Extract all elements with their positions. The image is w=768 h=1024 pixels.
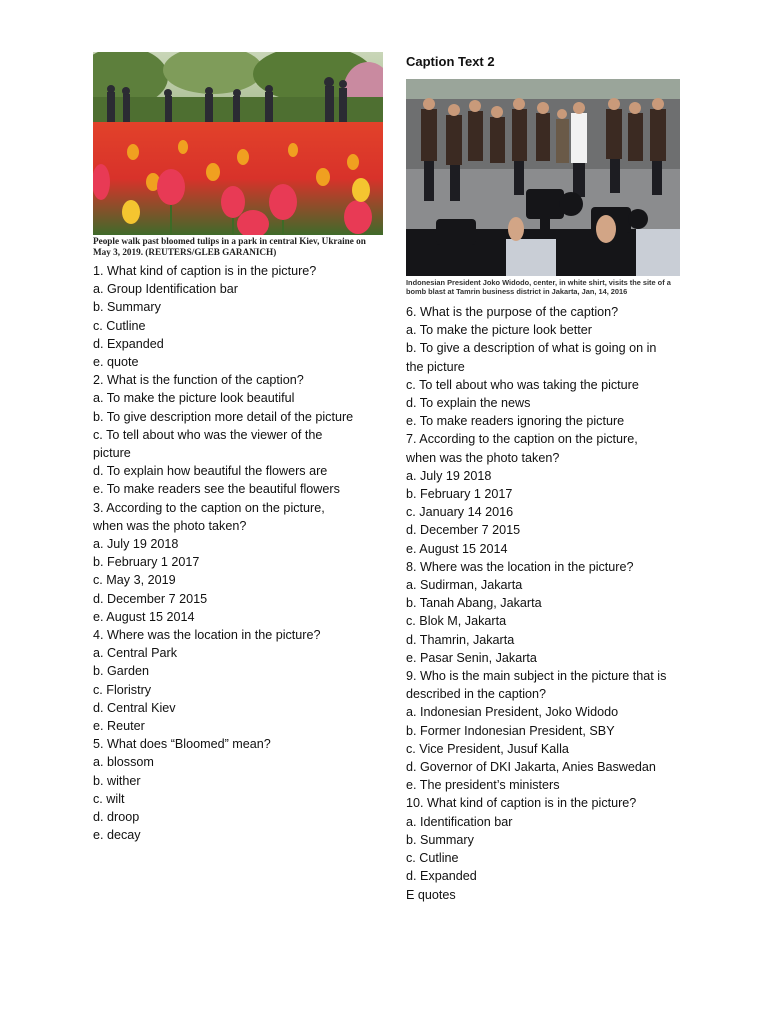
text-line: c. Blok M, Jakarta [406,614,507,629]
text-line: b. To give a description of what is going on in [406,341,657,356]
text-line: described in the caption? [406,687,547,702]
text-line: c. Vice President, Jusuf Kalla [406,741,569,756]
text-line: a. July 19 2018 [93,537,179,552]
text-line: 7. According to the caption on the picture, [406,432,638,447]
text-line: 9. Who is the main subject in the picture that is [406,669,667,684]
text-line: d. Expanded [93,336,164,351]
text-line: b. Former Indonesian President, SBY [406,723,615,738]
photo-caption-2: Indonesian President Joko Widodo, center, in white shirt, visits the site of a bomb blast at Tamrin business district in Jakarta, Jan, 14, 2016 [406,278,671,296]
text-line: e. August 15 2014 [406,541,508,556]
text-line: e. Pasar Senin, Jakarta [406,650,537,665]
text-line: a. Central Park [93,646,177,661]
text-line: when was the photo taken? [93,518,247,533]
text-line: e. To make readers see the beautiful flowers [93,482,340,497]
text-line: d. December 7 2015 [406,523,521,538]
text-line: 6. What is the purpose of the caption? [406,305,619,319]
text-line: c. Cutline [93,318,146,333]
text-line: b. February 1 2017 [406,487,513,502]
text-line: d. Expanded [406,869,477,884]
text-line: b. Garden [93,664,150,679]
text-line: b. Tanah Abang, Jakarta [406,596,542,611]
text-line: d. December 7 2015 [93,591,208,606]
text-line: e. To make readers ignoring the picture [406,414,625,429]
text-line: 3. According to the caption on the picture, [93,500,325,515]
president-visit-photo [406,79,680,276]
text-line: 10. What kind of caption is in the picture? [406,796,637,811]
text-line: E quotes [406,887,456,902]
text-line: a. Sudirman, Jakarta [406,578,523,593]
text-line: d. Central Kiev [93,700,176,715]
text-line: b. Summary [93,300,161,315]
text-line: a. July 19 2018 [406,468,492,483]
president-visit-illustration [406,79,680,276]
text-line: d. Thamrin, Jakarta [406,632,515,647]
text-line: d. To explain the news [406,396,531,411]
tulip-park-illustration [93,52,383,235]
text-line: a. Group Identification bar [93,282,238,297]
text-line: a. blossom [93,755,154,770]
text-line: the picture [406,359,465,374]
text-line: c. May 3, 2019 [93,573,176,588]
text-line: c. January 14 2016 [406,505,514,520]
text-line: c. Floristry [93,682,152,697]
text-line: a. To make the picture look better [406,323,592,338]
text-line: 4. Where was the location in the picture? [93,628,321,643]
tulip-park-photo [93,52,383,235]
text-line: b. Summary [406,832,474,847]
text-line: c. Cutline [406,851,459,866]
text-line: a. Identification bar [406,814,513,829]
text-line: a. Indonesian President, Joko Widodo [406,705,619,720]
text-line: 2. What is the function of the caption? [93,373,304,388]
text-line: b. wither [93,773,141,788]
section-heading: Caption Text 2 [406,54,495,69]
text-line: b. To give description more detail of the picture [93,409,354,424]
text-line: c. wilt [93,791,125,806]
text-line: a. To make the picture look beautiful [93,391,295,406]
text-line: d. To explain how beautiful the flowers are [93,464,328,479]
text-line: e. The president’s ministers [406,778,560,793]
text-line: when was the photo taken? [406,450,560,465]
text-line: c. To tell about who was the viewer of the [93,427,323,442]
photo-caption-1: People walk past bloomed tulips in a park in central Kiev, Ukraine on May 3, 2019. (REUTERS/GLEB GARANICH) [93,236,366,257]
text-line: b. February 1 2017 [93,555,200,570]
text-line: e. August 15 2014 [93,609,195,624]
text-line: d. droop [93,810,140,825]
text-line: c. To tell about who was taking the picture [406,377,639,392]
questions-left-column [93,262,383,845]
text-line: e. decay [93,828,141,843]
questions-right-column [406,303,688,904]
text-line: e. Reuter [93,719,145,734]
text-line: e. quote [93,355,139,370]
text-line: 1. What kind of caption is in the picture? [93,264,317,278]
text-line: picture [93,446,131,461]
text-line: 5. What does “Bloomed” mean? [93,737,271,752]
text-line: 8. Where was the location in the picture? [406,559,634,574]
text-line: d. Governor of DKI Jakarta, Anies Baswedan [406,760,656,775]
